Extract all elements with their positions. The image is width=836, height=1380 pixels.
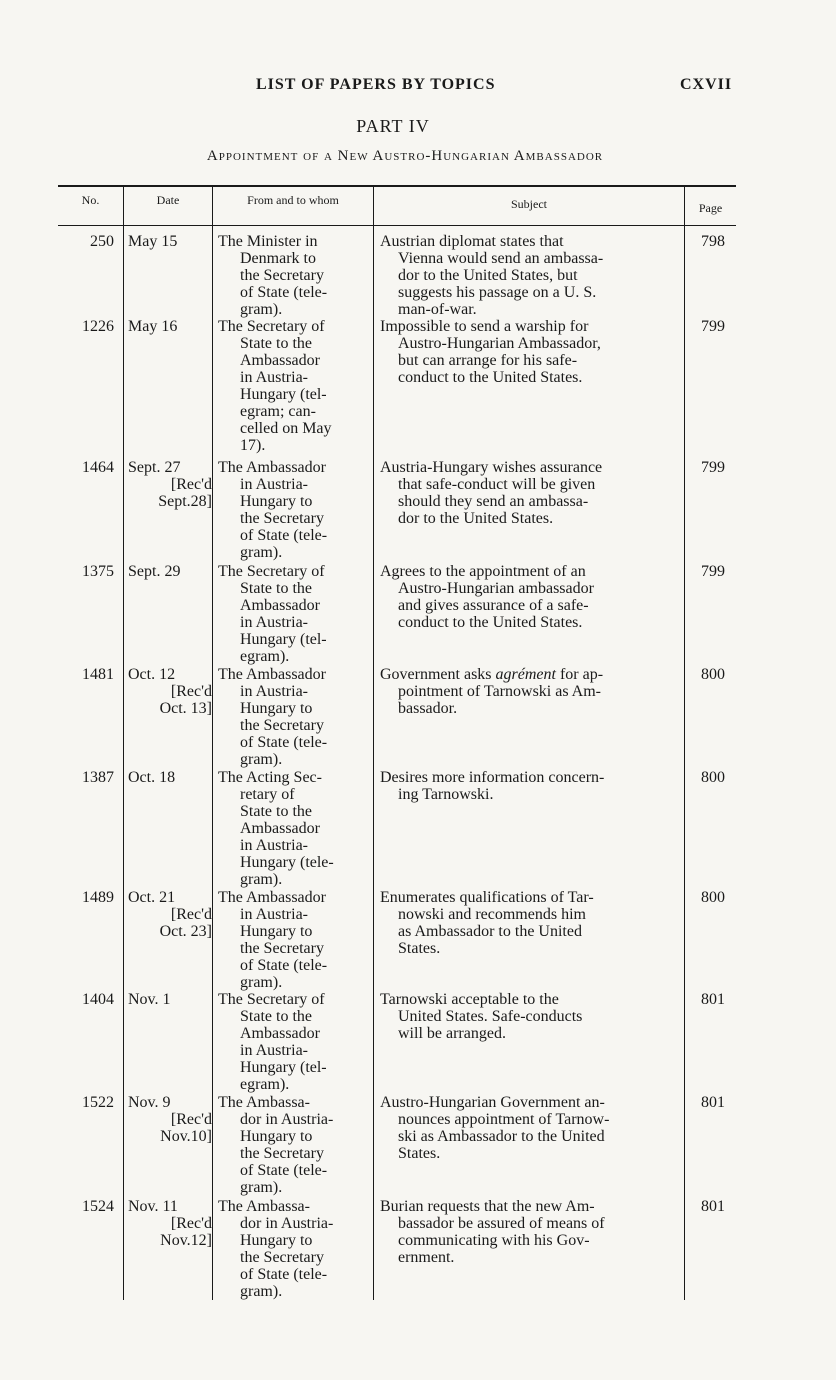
date-line: Oct. 21 — [128, 889, 176, 906]
subject-line: as Ambassador to the United — [398, 923, 582, 940]
from-and-to-whom — [218, 1094, 368, 1196]
page-number: 799 — [701, 318, 725, 335]
date-line: [Rec'd — [170, 906, 212, 923]
from-line: gram). — [240, 871, 283, 888]
table-header-rule — [58, 225, 736, 226]
subject-line: dor to the United States, but — [398, 267, 578, 284]
from-line: in Austria- — [240, 369, 308, 386]
date-line: May 16 — [128, 318, 178, 335]
subject-line: ernment. — [398, 1249, 455, 1266]
from-line: State to the — [240, 335, 312, 352]
subject-line: and gives assurance of a safe- — [398, 597, 589, 614]
subject-line: bassador be assured of means of — [398, 1215, 605, 1232]
from-line: The Acting Sec- — [218, 769, 322, 786]
from-line: Hungary (tele- — [240, 854, 334, 871]
date-line: [Rec'd — [170, 476, 212, 493]
from-line: The Ambassa- — [218, 1198, 310, 1215]
from-line: egram; can- — [240, 403, 316, 420]
date-line: Oct. 18 — [128, 769, 176, 786]
from-line: Ambassador — [240, 597, 320, 614]
column-divider — [373, 185, 374, 1300]
paper-subject — [380, 769, 674, 803]
from-line: State to the — [240, 1008, 312, 1025]
from-line: The Ambassador — [218, 459, 326, 476]
from-and-to-whom — [218, 459, 368, 561]
from-line: gram). — [240, 301, 283, 318]
paper-number: 1522 — [82, 1094, 114, 1111]
page-number: 800 — [701, 666, 725, 683]
subject-line: conduct to the United States. — [398, 614, 583, 631]
from-line: Ambassador — [240, 352, 320, 369]
from-line: egram). — [240, 648, 290, 665]
from-line: of State (tele- — [240, 734, 328, 751]
from-line: Hungary to — [240, 923, 313, 940]
paper-subject — [380, 233, 674, 318]
from-and-to-whom — [218, 769, 368, 888]
paper-date — [128, 1094, 212, 1145]
from-line: gram). — [240, 544, 283, 561]
subject-line: Burian requests that the new Am- — [380, 1198, 595, 1215]
page-folio: CXVII — [680, 76, 733, 93]
from-line: gram). — [240, 1179, 283, 1196]
subject-line: Austro-Hungarian ambassador — [398, 580, 594, 597]
from-line: Hungary to — [240, 1232, 313, 1249]
from-line: the Secretary — [240, 1145, 324, 1162]
from-line: the Secretary — [240, 940, 324, 957]
paper-date — [128, 563, 212, 580]
date-line: May 15 — [128, 233, 178, 250]
col-header-page: Page — [698, 201, 723, 215]
from-line: gram). — [240, 751, 283, 768]
paper-number: 1481 — [82, 666, 114, 683]
paper-date — [128, 666, 212, 717]
page-number: 799 — [701, 563, 725, 580]
date-line: Nov. 11 — [128, 1198, 178, 1215]
from-line: The Secretary of — [218, 991, 325, 1008]
subject-line: that safe-conduct will be given — [398, 476, 596, 493]
page-number: 800 — [701, 769, 725, 786]
date-line: Sept. 27 — [128, 459, 181, 476]
subject-line: but can arrange for his safe- — [398, 352, 578, 369]
date-line: Oct. 23] — [159, 923, 212, 940]
papers-table — [58, 185, 736, 1300]
subject-line: should they send an ambassa- — [398, 493, 589, 510]
date-line: Nov.12] — [160, 1232, 212, 1249]
from-line: Hungary to — [240, 493, 313, 510]
subject-line: Impossible to send a warship for — [380, 318, 589, 335]
from-and-to-whom — [218, 233, 368, 318]
page-number: 801 — [701, 1198, 725, 1215]
from-line: egram). — [240, 1076, 290, 1093]
page-number: 801 — [701, 1094, 725, 1111]
paper-number: 1524 — [82, 1198, 114, 1215]
subject-line: Austro-Hungarian Government an- — [380, 1094, 605, 1111]
from-line: retary of — [240, 786, 295, 803]
from-line: The Minister in — [218, 233, 318, 250]
from-line: in Austria- — [240, 614, 308, 631]
column-divider — [212, 185, 213, 1300]
subject-line: United States. Safe-conducts — [398, 1008, 583, 1025]
from-line: Ambassador — [240, 820, 320, 837]
paper-subject — [380, 1198, 674, 1266]
from-line: in Austria- — [240, 683, 308, 700]
subject-line: Tarnowski acceptable to the — [380, 991, 559, 1008]
part-title: PART IV — [356, 116, 430, 136]
from-line: the Secretary — [240, 510, 324, 527]
date-line: Nov. 9 — [128, 1094, 171, 1111]
date-line: [Rec'd — [170, 1215, 212, 1232]
subject-line: Agrees to the appointment of an — [380, 563, 586, 580]
table-top-rule — [58, 185, 736, 187]
subject-line: communicating with his Gov- — [398, 1232, 590, 1249]
col-header-date: Date — [156, 193, 180, 207]
date-line: Nov. 1 — [128, 991, 171, 1008]
from-and-to-whom — [218, 563, 368, 665]
section-title: Appointment of a New Austro-Hungarian Ambassador — [206, 148, 604, 164]
subject-line: Vienna would send an ambassa- — [398, 250, 604, 267]
page-number: 801 — [701, 991, 725, 1008]
from-line: of State (tele- — [240, 957, 328, 974]
date-line: [Rec'd — [170, 683, 212, 700]
paper-number: 1375 — [82, 563, 114, 580]
from-line: Denmark to — [240, 250, 316, 267]
from-line: of State (tele- — [240, 527, 328, 544]
paper-subject — [380, 991, 674, 1042]
from-line: The Ambassador — [218, 666, 326, 683]
subject-line: bassador. — [398, 700, 458, 717]
paper-date — [128, 889, 212, 940]
subject-line: will be arranged. — [398, 1025, 506, 1042]
running-title: LIST OF PAPERS BY TOPICS — [256, 76, 496, 93]
paper-number: 1489 — [82, 889, 114, 906]
paper-number: 1387 — [82, 769, 114, 786]
subject-line: pointment of Tarnowski as Am- — [398, 683, 602, 700]
column-divider — [123, 185, 124, 1300]
date-line: Sept.28] — [158, 493, 212, 510]
paper-subject — [380, 318, 674, 386]
from-line: The Secretary of — [218, 563, 325, 580]
from-line: gram). — [240, 974, 283, 991]
paper-subject — [380, 889, 674, 957]
from-line: 17). — [240, 437, 266, 454]
col-header-subject: Subject — [511, 197, 547, 211]
subject-line: Austrian diplomat states that — [380, 233, 564, 250]
paper-date — [128, 318, 212, 335]
page-number: 799 — [701, 459, 725, 476]
subject-line: man-of-war. — [398, 301, 477, 318]
subject-line: ski as Ambassador to the United — [398, 1128, 605, 1145]
from-line: in Austria- — [240, 476, 308, 493]
from-line: the Secretary — [240, 717, 324, 734]
col-header-from: From and to whom — [247, 193, 339, 207]
subject-line: Government asks agrément for ap- — [380, 666, 604, 683]
subject-line: Austro-Hungarian Ambassador, — [398, 335, 601, 352]
from-line: in Austria- — [240, 906, 308, 923]
page-number: 800 — [701, 889, 725, 906]
paper-number: 1226 — [82, 318, 114, 335]
from-and-to-whom — [218, 991, 368, 1093]
col-header-no: No. — [81, 193, 100, 207]
from-line: dor in Austria- — [240, 1215, 334, 1232]
from-line: in Austria- — [240, 837, 308, 854]
subject-line: States. — [398, 1145, 441, 1162]
paper-subject — [380, 1094, 674, 1162]
paper-date — [128, 459, 212, 510]
subject-line: States. — [398, 940, 441, 957]
paper-date — [128, 233, 212, 250]
running-head — [0, 76, 836, 100]
paper-subject — [380, 459, 674, 527]
from-and-to-whom — [218, 889, 368, 991]
date-line: Nov.10] — [160, 1128, 212, 1145]
paper-date — [128, 991, 212, 1008]
from-line: Hungary (tel- — [240, 386, 327, 403]
from-line: Hungary to — [240, 700, 313, 717]
from-line: The Ambassador — [218, 889, 326, 906]
from-and-to-whom — [218, 666, 368, 768]
paper-subject — [380, 666, 674, 717]
from-and-to-whom — [218, 318, 368, 454]
subject-line: Enumerates qualifications of Tar- — [380, 889, 594, 906]
from-line: Hungary (tel- — [240, 631, 327, 648]
from-line: State to the — [240, 580, 312, 597]
from-line: Hungary to — [240, 1128, 313, 1145]
from-line: of State (tele- — [240, 284, 328, 301]
paper-number: 1404 — [82, 991, 114, 1008]
subject-line: Austria-Hungary wishes assurance — [380, 459, 603, 476]
from-line: in Austria- — [240, 1042, 308, 1059]
from-line: of State (tele- — [240, 1266, 328, 1283]
subject-line: ing Tarnowski. — [398, 786, 494, 803]
from-and-to-whom — [218, 1198, 368, 1300]
paper-date — [128, 1198, 212, 1249]
from-line: dor in Austria- — [240, 1111, 334, 1128]
from-line: State to the — [240, 803, 312, 820]
from-line: Ambassador — [240, 1025, 320, 1042]
page-number: 798 — [701, 233, 725, 250]
column-divider — [684, 185, 685, 1300]
subject-line: dor to the United States. — [398, 510, 554, 527]
date-line: [Rec'd — [170, 1111, 212, 1128]
from-line: the Secretary — [240, 267, 324, 284]
from-line: Hungary (tel- — [240, 1059, 327, 1076]
date-line: Sept. 29 — [128, 563, 181, 580]
paper-number: 250 — [90, 233, 114, 250]
from-line: The Ambassa- — [218, 1094, 310, 1111]
from-line: The Secretary of — [218, 318, 325, 335]
paper-number: 1464 — [82, 459, 114, 476]
subject-line: nowski and recommends him — [398, 906, 586, 923]
from-line: celled on May — [240, 420, 332, 437]
from-line: the Secretary — [240, 1249, 324, 1266]
date-line: Oct. 12 — [128, 666, 176, 683]
date-line: Oct. 13] — [159, 700, 212, 717]
subject-line: Desires more information concern- — [380, 769, 605, 786]
paper-date — [128, 769, 212, 786]
subject-line: nounces appointment of Tarnow- — [398, 1111, 610, 1128]
paper-subject — [380, 563, 674, 631]
from-line: gram). — [240, 1283, 283, 1300]
from-line: of State (tele- — [240, 1162, 328, 1179]
subject-line: suggests his passage on a U. S. — [398, 284, 597, 301]
subject-line: conduct to the United States. — [398, 369, 583, 386]
